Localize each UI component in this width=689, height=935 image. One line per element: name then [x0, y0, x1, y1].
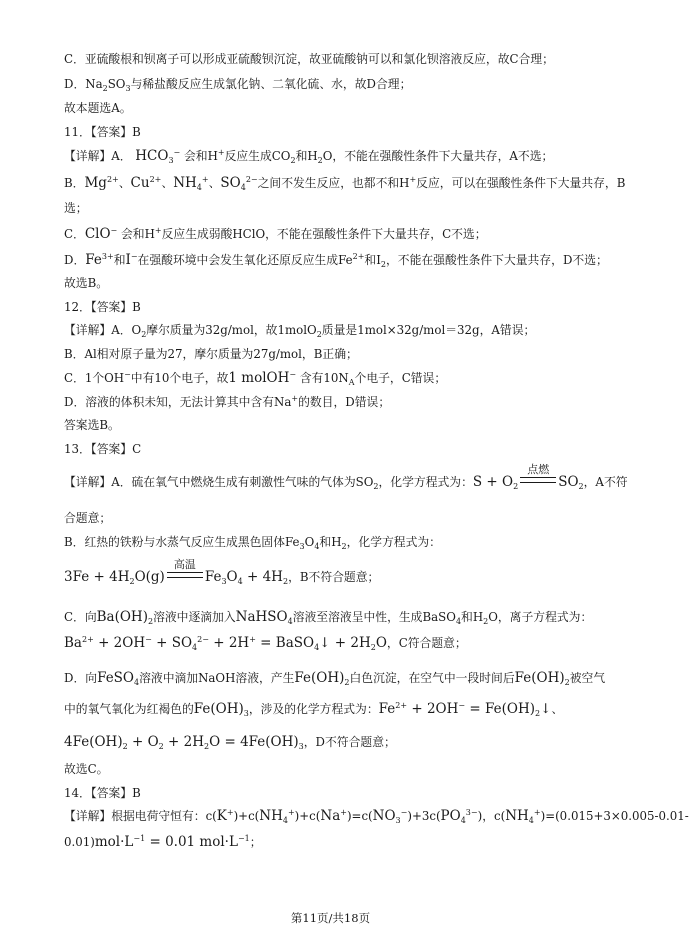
text-line: $0.01)mol\cdot L^{-1} = 0.01$ $mol\cdot L^{-1}$； — [64, 834, 262, 850]
text-line: C．ClO− 会和H+反应生成弱酸HClO，不能在强酸性条件下大量共存，C不选； — [64, 226, 487, 242]
text-line: 故选C。 — [64, 762, 109, 776]
page-footer: 第11页/共18页 — [290, 911, 371, 925]
text-line: 合题意； — [64, 511, 112, 525]
text-line: D．$Na_2SO_3$与稀盐酸反应生成氯化钠、二氧化硫、水，故D合理； — [64, 77, 412, 93]
reaction-condition: 高温 — [167, 568, 203, 586]
text-line: 【详解】A．硫在氧气中燃烧生成有刺激性气味的气体为$SO_2$，化学方程式为：$S + O_2$ 点燃 $SO_2$，A不符 — [64, 463, 628, 491]
equation-line: $Ba^{2+} + 2OH^- + SO_4^{2-} + 2H^+$ = BaSO$_4$↓ + $2H_2O$，C符合题意； — [64, 635, 467, 652]
answer-heading: 13．【答案】C — [64, 442, 142, 456]
equation-line: $4Fe(OH)_2 + O_2 + 2H_2O = 4Fe(OH)_3$，D不符合题意； — [64, 734, 396, 751]
answer-heading: 14．【答案】B — [64, 786, 141, 800]
text-line: 答案选B。 — [64, 418, 120, 432]
text-line: D．向FeSO$_4$溶液中滴加NaOH溶液，产生$Fe(OH)_2$白色沉淀，在空气中一段时间后$Fe(OH)_2$被空气 — [64, 670, 606, 687]
text-line: D．$Fe^{3+}$和I−在强酸环境中会发生氧化还原反应生成$Fe^{2+}$和$I_2$，不能在强酸性条件下大量共存，D不选； — [64, 252, 608, 269]
text-line: B．红热的铁粉与水蒸气反应生成黑色固体$Fe_3O_4$和$H_2$，化学方程式为： — [64, 535, 441, 551]
text-line: 故本题选A。 — [64, 101, 132, 115]
text-line: 【详解】根据电荷守恒有：$c(K^+)+c(NH_4^+)+c(Na^+)=c(NO_3^-)+3c(PO_4^{3-})$，$c(NH_4^+)=(0.015+3\times 0.005-0.01-$ — [64, 808, 689, 825]
text-line: D．溶液的体积未知，无法计算其中含有Na+的数目，D错误； — [64, 394, 391, 409]
equation-line: $3Fe + 4H_2O(g)$ 高温 $Fe_3O_4 + 4H_2$，B不符合题意； — [64, 558, 380, 586]
text-line: 选； — [64, 201, 88, 215]
text-line: 【详解】A． $HCO_3^-$ 会和H+反应生成$CO_2$和$H_2O$，不能在强酸性条件下大量共存，A不选； — [64, 148, 554, 165]
text-line: C．1个OH−中有10个电子，故1 molOH− 含有$10N_A$个电子，C错误； — [64, 370, 447, 387]
text-line: B．$Mg^{2+}$、$Cu^{2+}$、$NH_4^+$、$SO_4^{2-}$之间不发生反应，也都不和H+反应，可以在强酸性条件下大量共存，B — [64, 175, 626, 192]
answer-heading: 11．【答案】B — [64, 125, 141, 139]
text-line: B．Al相对原子量为27，摩尔质量为27g/mol，B正确； — [64, 347, 358, 361]
text-line: C．向$Ba(OH)_2$溶液中逐滴加入NaHSO$_4$溶液至溶液呈中性，生成BaSO$_4$和$H_2O$，离子方程式为： — [64, 609, 593, 626]
text-line: 【详解】A．$O_2$摩尔质量为32g/mol，故1molO$_2$质量是1mol×32g/mol＝32g，A错误； — [64, 323, 536, 339]
answer-heading: 12．【答案】B — [64, 300, 141, 314]
text-line: C．亚硫酸根和钡离子可以形成亚硫酸钡沉淀，故亚硫酸钠可以和氯化钡溶液反应，故C合理； — [64, 52, 554, 66]
reaction-condition: 点燃 — [520, 473, 556, 491]
text-line: 中的氧气氧化为红褐色的$Fe(OH)_3$，涉及的化学方程式为：$Fe^{2+} + 2OH^-$ = $Fe(OH)_2↓$、 — [64, 701, 564, 718]
text-line: 故选B。 — [64, 276, 109, 290]
